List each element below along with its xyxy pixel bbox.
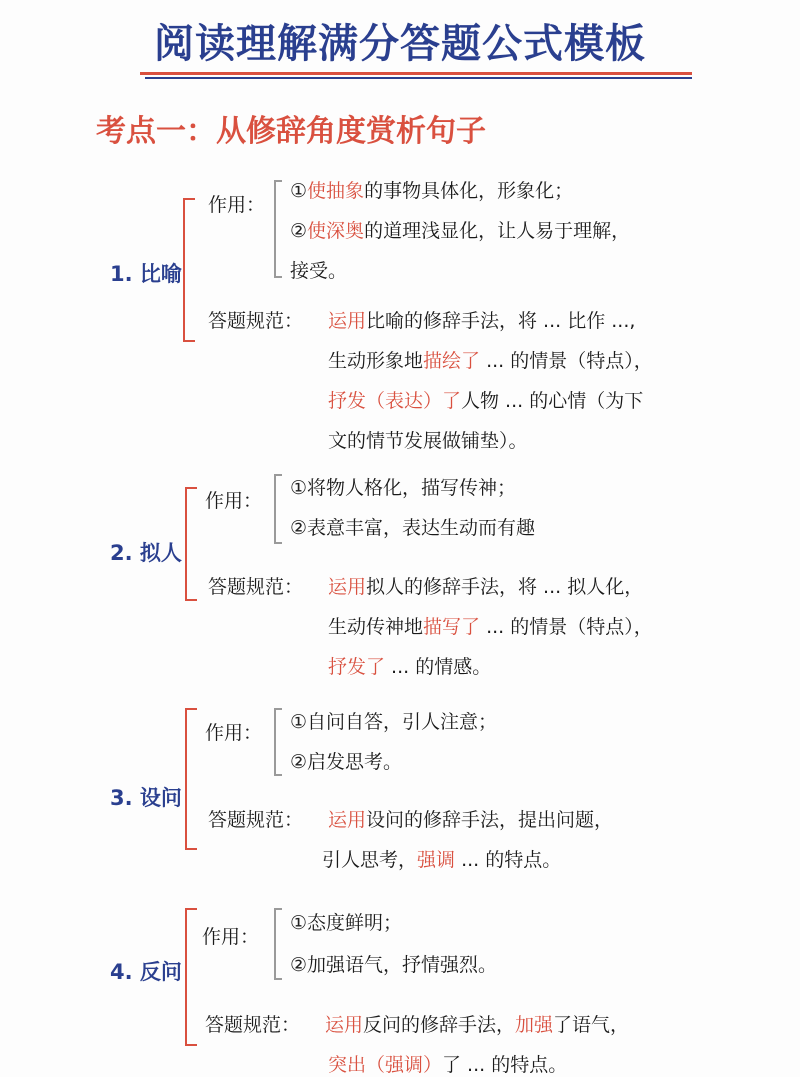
norm-text: 生动传神地 xyxy=(328,616,424,638)
norm-text: 了 ... 的特点。 xyxy=(442,1054,568,1076)
page-title: 阅读理解满分答题公式模板 xyxy=(154,21,646,67)
norm-line xyxy=(328,652,491,679)
norm-text: 比喻的修辞手法，将 ... 比作 ..., xyxy=(366,310,636,332)
highlight-text: 使抽象 xyxy=(307,180,365,202)
effect-text: 的事物具体化，形象化； xyxy=(364,180,574,202)
effect-text: 启发思考。 xyxy=(307,751,403,773)
norm-line xyxy=(328,426,528,453)
effect-bracket xyxy=(274,180,282,278)
circled-number: ② xyxy=(290,517,308,539)
norm-line xyxy=(325,1010,629,1037)
effect-text: 态度鲜明； xyxy=(307,912,403,934)
highlight-text: 描写了 xyxy=(423,616,481,638)
highlight-text: 运用 xyxy=(328,809,367,831)
highlight-text: 强调 xyxy=(417,849,456,871)
norm-label: 答题规范： xyxy=(208,576,304,598)
circled-number: ② xyxy=(290,954,308,976)
norm-text: 设问的修辞手法，提出问题， xyxy=(366,809,614,831)
circled-number: ① xyxy=(290,477,308,499)
effect-text: 加强语气，抒情强烈。 xyxy=(307,954,498,976)
effect-text: 自问自答，引人注意； xyxy=(307,711,498,733)
norm-text: ... 的特点。 xyxy=(455,849,562,871)
highlight-text: 加强 xyxy=(515,1014,554,1036)
norm-text: ... 的情景（特点）， xyxy=(480,616,653,638)
red-bracket xyxy=(185,487,197,601)
effect-text: 表意丰富，表达生动而有趣 xyxy=(307,517,536,539)
norm-line xyxy=(328,1050,567,1077)
norm-text: 拟人的修辞手法，将 ... 拟人化， xyxy=(366,576,644,598)
item-label: 3. 设问 xyxy=(110,786,182,810)
effect-line xyxy=(290,256,347,283)
norm-line xyxy=(328,346,653,373)
circled-number: ② xyxy=(290,751,308,773)
title-underline-red xyxy=(140,72,692,75)
norm-text: ... 的情景（特点）， xyxy=(480,350,653,372)
effect-text: 将物人格化，描写传神； xyxy=(307,477,517,499)
norm-text: 了语气， xyxy=(553,1014,630,1036)
highlight-text: 使深奥 xyxy=(307,220,365,242)
highlight-text: 抒发（表达）了 xyxy=(328,390,462,412)
section-heading: 考点一：从修辞角度赏析句子 xyxy=(96,114,486,149)
highlight-text: 运用 xyxy=(328,576,367,598)
effect-line xyxy=(290,707,497,734)
norm-text: 文的情节发展做铺垫）。 xyxy=(328,430,528,452)
circled-number: ① xyxy=(290,912,308,934)
norm-line xyxy=(322,845,561,872)
circled-number: ② xyxy=(290,220,308,242)
norm-text: 生动形象地 xyxy=(328,350,424,372)
effect-line xyxy=(290,747,402,774)
effect-bracket xyxy=(274,474,282,544)
effect-text: 的道理浅显化，让人易于理解， xyxy=(364,220,631,242)
circled-number: ① xyxy=(290,180,308,202)
effect-line xyxy=(290,908,402,935)
effect-label: 作用： xyxy=(208,194,266,216)
red-bracket xyxy=(185,908,197,1046)
effect-bracket xyxy=(274,708,282,776)
effect-line xyxy=(290,950,497,977)
item-label: 4. 反问 xyxy=(110,960,182,984)
item-label: 1. 比喻 xyxy=(110,262,182,286)
red-bracket xyxy=(185,708,197,850)
effect-line xyxy=(290,216,630,243)
effect-line xyxy=(290,176,573,203)
norm-line xyxy=(328,612,653,639)
norm-line xyxy=(328,805,613,832)
norm-text: 人物 ... 的心情（为下 xyxy=(461,390,644,412)
norm-label: 答题规范： xyxy=(208,809,304,831)
norm-line xyxy=(328,306,635,333)
effect-label: 作用： xyxy=(205,722,263,744)
norm-text: ... 的情感。 xyxy=(385,656,492,678)
norm-text: 反问的修辞手法， xyxy=(363,1014,516,1036)
red-bracket xyxy=(183,198,195,342)
title-underline-blue xyxy=(145,77,692,79)
norm-text: 引人思考， xyxy=(322,849,418,871)
highlight-text: 运用 xyxy=(325,1014,364,1036)
circled-number: ① xyxy=(290,711,308,733)
highlight-text: 突出（强调） xyxy=(328,1054,443,1076)
norm-line xyxy=(328,572,643,599)
norm-line xyxy=(328,386,643,413)
highlight-text: 描绘了 xyxy=(423,350,481,372)
effect-label: 作用： xyxy=(205,490,263,512)
highlight-text: 运用 xyxy=(328,310,367,332)
effect-line xyxy=(290,473,516,500)
item-label: 2. 拟人 xyxy=(110,541,182,565)
highlight-text: 抒发了 xyxy=(328,656,386,678)
norm-label: 答题规范： xyxy=(208,310,304,332)
effect-text: 接受。 xyxy=(290,260,348,282)
effect-line xyxy=(290,513,535,540)
effect-bracket xyxy=(274,908,282,980)
norm-label: 答题规范： xyxy=(205,1014,301,1036)
effect-label: 作用： xyxy=(202,926,260,948)
